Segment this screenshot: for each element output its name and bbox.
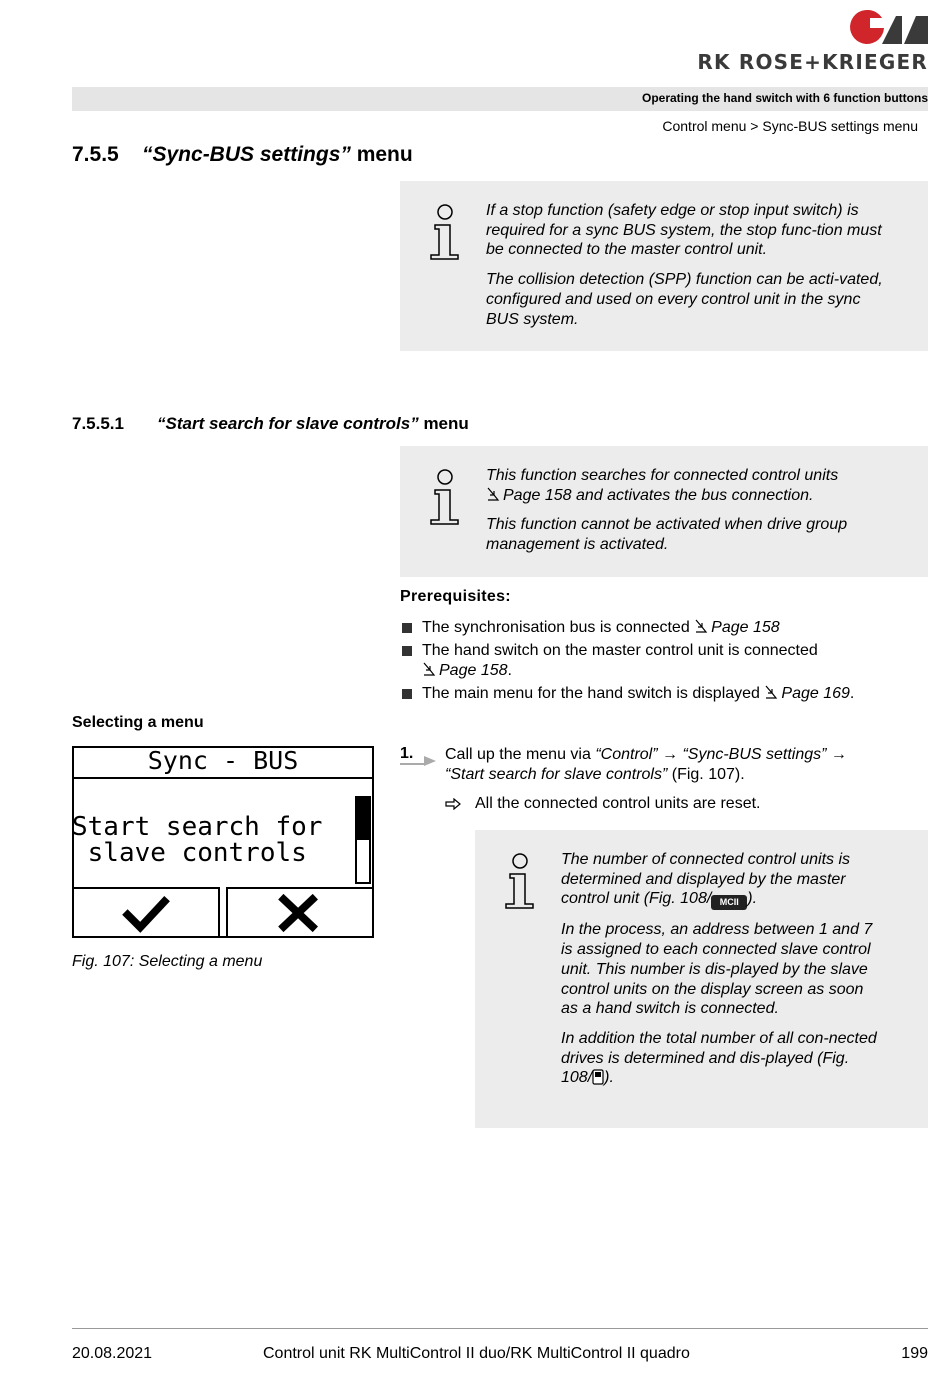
lcd-confirm-button[interactable] <box>72 887 220 938</box>
info-box-search-function <box>400 446 928 577</box>
subsection-heading <box>72 414 469 434</box>
list-item-text: The main menu for the hand switch is displayed <box>422 684 765 702</box>
brand-logo-icon <box>848 8 928 46</box>
lcd-title: Sync - BUS <box>72 746 374 779</box>
cross-reference-icon <box>694 619 708 633</box>
menu-path-control: “Control” <box>595 746 658 763</box>
checkmark-icon <box>74 889 218 936</box>
lcd-menu-line-2: slave controls <box>72 838 307 868</box>
list-item <box>400 618 920 639</box>
cross-reference-icon <box>422 662 436 676</box>
prerequisites-list <box>400 618 920 706</box>
header-breadcrumb: Control menu > Sync-BUS settings menu <box>662 118 918 134</box>
page-link[interactable]: Page 158 <box>711 619 780 636</box>
step-instruction <box>445 745 915 784</box>
menu-path-start-search: “Start search for slave controls” <box>445 765 668 783</box>
info-text <box>486 201 888 339</box>
info-paragraph: In the process, an address between 1 and 7 is assigned to each connected slave control unit. This number is dis-played by the slave control units on the display screen as soon as a hand switch is connected. <box>561 921 873 1018</box>
info-paragraph: The collision detection (SPP) function can be acti-vated, configured and used on every control unit in the sync BUS system. <box>486 271 883 328</box>
info-sentence: In addition the total number of all con-nected drives is determined and dis-played (Fig. 108/ <box>561 1029 877 1087</box>
selecting-menu-label: Selecting a menu <box>72 714 204 731</box>
step-number: 1. <box>400 745 414 762</box>
figure-caption: Fig. 107: Selecting a menu <box>72 953 263 970</box>
lcd-cancel-button[interactable] <box>226 887 374 938</box>
footer-title: Control unit RK MultiControl II duo/RK MultiControl II quadro <box>263 1345 690 1362</box>
menu-path-sync-bus: “Sync-BUS settings” <box>682 746 827 763</box>
info-sentence: ). <box>604 1069 614 1087</box>
cross-reference-icon <box>486 487 500 501</box>
list-item-text: The hand switch on the master control unit is connected <box>422 641 818 659</box>
section-number: 7.5.5 <box>72 143 119 166</box>
info-paragraph <box>486 466 888 505</box>
header-band <box>72 87 928 111</box>
step-text: (Fig. 107). <box>667 765 745 783</box>
list-item-end: . <box>849 684 855 702</box>
info-sentence: The number of connected control units is determined and displayed by the master control unit (Fig. 108/ <box>561 851 851 908</box>
menu-path-arrow: → <box>657 746 683 763</box>
step-text: Call up the menu via <box>445 746 596 763</box>
info-paragraph: If a stop function (safety edge or stop input switch) is required for a sync BUS system, the stop func-tion must be connected to the master control unit. <box>486 202 882 259</box>
footer-date: 20.08.2021 <box>72 1345 153 1362</box>
info-paragraph <box>561 850 884 910</box>
lcd-menu-line-1: Start search for <box>72 812 323 842</box>
lcd-scrollbar <box>355 796 371 884</box>
info-sentence[interactable]: Page 158 and activates the bus connection. <box>503 486 814 504</box>
mcii-controller-icon: MCII <box>711 895 747 910</box>
header-title: Operating the hand switch with 6 function buttons <box>642 91 928 105</box>
info-text <box>486 466 888 565</box>
info-icon <box>427 203 463 261</box>
result-arrow-icon <box>445 798 461 810</box>
info-paragraph: This function cannot be activated when drive group management is activated. <box>486 516 848 554</box>
cross-reference-icon <box>764 685 778 699</box>
section-heading <box>72 143 413 167</box>
list-item-text: The synchronisation bus is connected <box>422 619 695 636</box>
footer-rule <box>72 1328 928 1329</box>
subsection-title: “Start search for slave controls” <box>157 414 419 433</box>
subsection-suffix: menu <box>418 414 469 433</box>
info-icon <box>502 852 538 910</box>
list-item <box>400 684 920 705</box>
page-link[interactable]: Page 169 <box>781 684 850 702</box>
brand-name: RK ROSE+KRIEGER <box>697 50 928 74</box>
page-link[interactable]: Page 158 <box>439 662 508 679</box>
close-icon <box>228 889 372 936</box>
list-item <box>400 641 920 682</box>
prerequisites-title: Prerequisites: <box>400 588 511 605</box>
info-box-sync-stop <box>400 181 928 351</box>
lcd-scrollbar-thumb <box>357 798 369 840</box>
subsection-number: 7.5.5.1 <box>72 414 124 433</box>
step-arrow-icon <box>400 752 436 766</box>
lcd-display <box>72 746 374 938</box>
section-suffix: menu <box>350 143 413 166</box>
info-sentence: ). <box>747 890 758 908</box>
info-paragraph <box>561 1029 884 1088</box>
hand-switch-icon <box>592 1069 604 1085</box>
step-result: All the connected control units are reset. <box>475 795 761 812</box>
section-title: “Sync-BUS settings” <box>142 143 351 166</box>
info-text <box>561 850 884 1098</box>
menu-path-arrow: → <box>826 746 847 763</box>
info-icon <box>427 468 463 526</box>
info-sentence: This function searches for connected control units <box>486 467 839 484</box>
info-box-connected-units <box>475 830 928 1128</box>
footer-page-number: 199 <box>901 1345 928 1362</box>
list-item-end: . <box>507 662 512 679</box>
